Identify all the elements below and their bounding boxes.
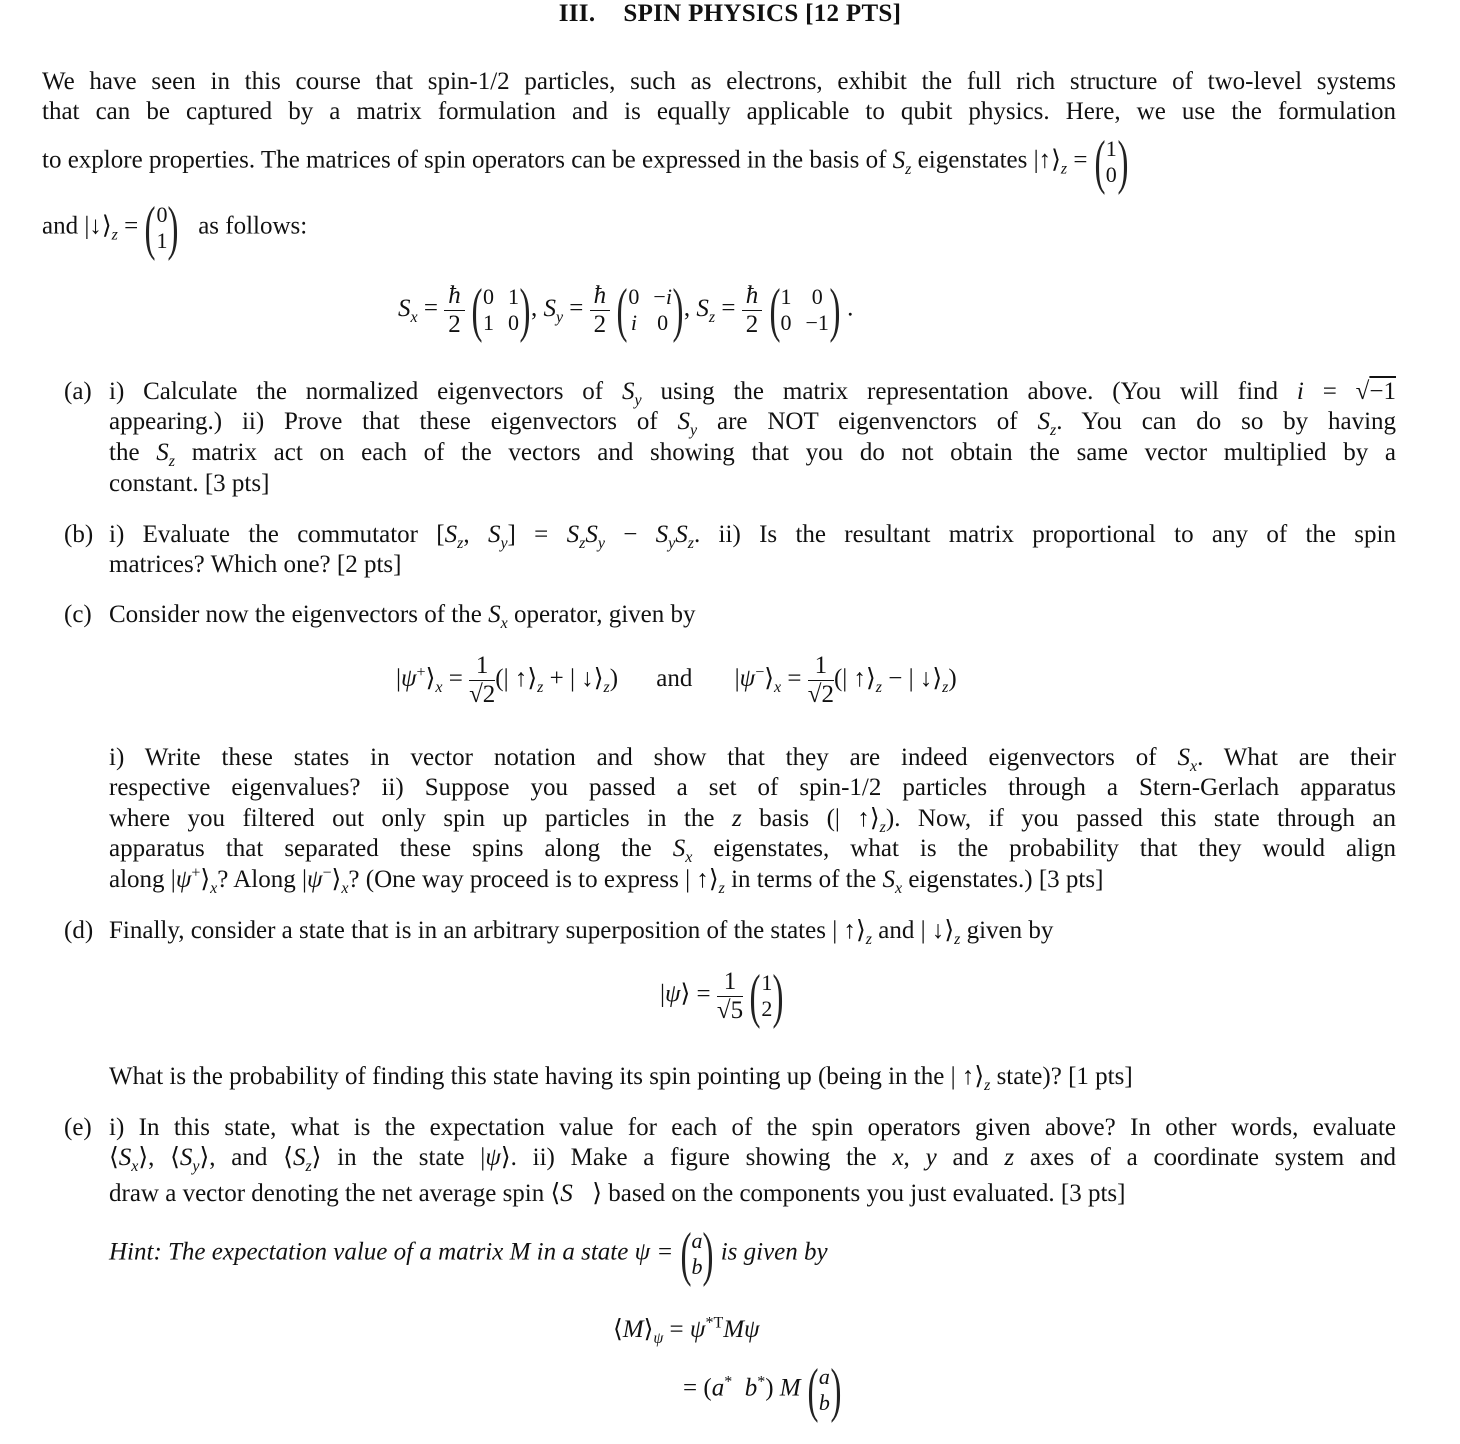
item-a-line-4: constant. [3 pts]: [109, 470, 270, 497]
section-heading: SPIN PHYSICS [12 PTS]: [623, 0, 902, 27]
down-vector: 0 1: [156, 202, 168, 253]
item-d-label: (d): [64, 917, 94, 944]
item-e-label: (e): [64, 1114, 92, 1141]
expectation-formula-line-2: = (a* b*) M (a b): [683, 1357, 842, 1423]
item-a-line-1: i) Calculate the normalized eigenvectors of $S_y$ using the matrix representation above. (You will find i = √−1: [109, 378, 1396, 409]
item-d-line-0: Finally, consider a state that is in an arbitrary superposition of the states | $↑⟩_z$ and | $↓⟩_z$ given by: [109, 917, 1054, 948]
item-e-hint: Hint: The expectation value of a matrix M in a state ψ = (a b) is given by: [109, 1221, 828, 1287]
item-c-line-1: i) Write these states in vector notation and show that they are indeed eigenvectors of $S_x$. What are their: [109, 744, 1396, 775]
item-c-label: (c): [64, 601, 92, 628]
psi-state-equation: |ψ⟩ = $\frac{1}{√5}$ (1 2): [660, 963, 784, 1029]
item-c-line-0: Consider now the eigenvectors of the $S_x$ operator, given by: [109, 601, 696, 632]
spin-matrices-equation: $S_x$ = $\frac{ħ}{2}$ ( 0 1 1 0 ), $S_y$ = $\frac{ħ}{2}$ ( 0 −i i 0 ), $S_z$ = $\frac{ħ}{2}$ ( 1 0 0 −1 ) .: [398, 277, 854, 343]
sx-eigenvectors-equation: $|\psi^+⟩_x$ = $\frac{1}{√2}$ (| $↑⟩_z$ + | $↓⟩_z$) and $|\psi^-⟩_x$ = $\frac{1}{√2}$ (| $↑⟩_z$ − | $↓⟩_z$): [396, 652, 957, 708]
intro-line-2: that can be captured by a matrix formulation and is equally applicable to qubit physics. Here, we use the formulation: [42, 98, 1396, 125]
item-a-line-2: appearing.) ii) Prove that these eigenvectors of $S_y$ are NOT eigenvenctors of $S_z$. You can do so by having: [109, 408, 1397, 439]
section-number: III.: [558, 0, 596, 27]
up-vector: 1 0: [1105, 136, 1117, 187]
item-c-line-4: apparatus that separated these spins along the $S_x$ eigenstates, what is the probability that they would align: [109, 835, 1397, 866]
intro-line-4: and $|↓⟩_z = (0$ 1) as follows:: [42, 195, 308, 261]
section-title: [0, 0, 1460, 28]
expectation-formula-line-1: $⟨M⟩_\psi = \psi^{*T}M\psi$: [613, 1314, 760, 1347]
item-a-label: (a): [64, 378, 92, 405]
item-b-line-1: i) Evaluate the commutator [$S_z$, $S_y] = S_zS_y - S_yS_z$. ii) Is the resultant matrix proportional to any of the spin: [109, 521, 1396, 552]
intro-line-3: to explore properties. The matrices of spin operators can be expressed in the basis of $S_z$ eigenstates $|↑⟩_z = (1$ 0): [42, 129, 1129, 195]
item-b-line-2: matrices? Which one? [2 pts]: [109, 551, 402, 578]
item-e-line-1: i) In this state, what is the expectation value for each of the spin operators given above? In other words, evaluate: [109, 1114, 1396, 1141]
item-e-line-2: $⟨S_x⟩$, $⟨S_y⟩$, and $⟨S_z⟩$ in the state |ψ⟩. ii) Make a figure showing the x, y and z axes of a coordinate system and: [109, 1144, 1397, 1175]
item-c-line-5: along $|\psi^+⟩_x$? Along $|\psi^-⟩_x$? (One way proceed is to express | $↑⟩_z$ in terms of the $S_x$ eigenstates.) [3 pts]: [109, 864, 1104, 897]
intro-line-1: We have seen in this course that spin-1/2 particles, such as electrons, exhibit the full rich structure of two-level systems: [42, 68, 1396, 95]
item-b-label: (b): [64, 521, 94, 548]
item-e-line-3: draw a vector denoting the net average spin ⟨S⃗⟩ based on the components you just evaluated. [3 pts]: [109, 1180, 1126, 1207]
item-c-line-3: where you filtered out only spin up particles in the z basis (| $↑⟩_z$). Now, if you passed this state through an: [109, 805, 1396, 836]
item-d-question: What is the probability of finding this state having its spin pointing up (being in the | $↑⟩_z$ state)? [1 pts]: [109, 1063, 1133, 1094]
item-a-line-3: the $S_z$ matrix act on each of the vectors and showing that you do not obtain the same vector multiplied by a: [109, 439, 1397, 470]
item-c-line-2: respective eigenvalues? ii) Suppose you passed a set of spin-1/2 particles through a Stern-Gerlach apparatus: [109, 774, 1396, 801]
